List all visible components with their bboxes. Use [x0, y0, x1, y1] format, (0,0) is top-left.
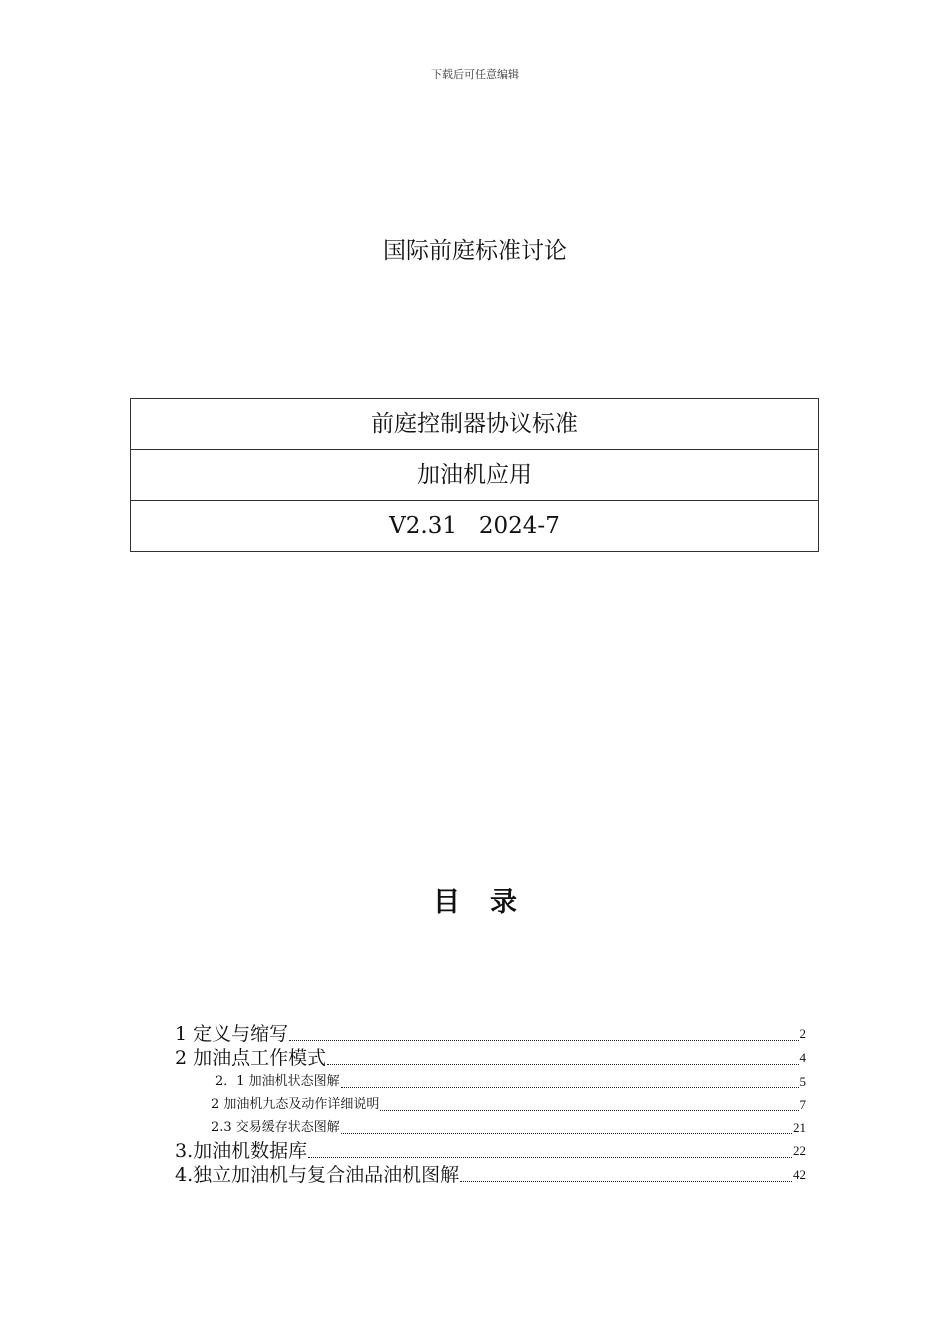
- toc-entry[interactable]: [175, 1163, 806, 1187]
- toc-dot-leader: [327, 1064, 798, 1065]
- title-box-row-standard-name: 前庭控制器协议标准: [131, 399, 818, 450]
- toc-entry-page: 7: [799, 1097, 806, 1112]
- toc-entry-page: 5: [799, 1074, 806, 1089]
- toc-entry-page: 21: [793, 1120, 806, 1135]
- toc-entry-label: 1 定义与缩写: [175, 1023, 289, 1045]
- toc-entry-label: 2 加油点工作模式: [175, 1047, 327, 1069]
- page-header-note: 下载后可任意编辑: [431, 68, 519, 81]
- title-box-row-application: 加油机应用: [131, 450, 818, 501]
- toc-entry[interactable]: [175, 1046, 806, 1070]
- toc-dot-leader: [308, 1157, 792, 1158]
- document-main-title: 国际前庭标准讨论: [383, 238, 567, 264]
- toc-entry-label: 4.独立加油机与复合油品油机图解: [175, 1164, 460, 1186]
- toc-heading-char-1: 目: [433, 887, 460, 918]
- toc-heading-char-2: 录: [490, 887, 517, 918]
- toc-heading: [0, 880, 950, 919]
- toc-entry-page: 2: [799, 1026, 806, 1041]
- toc-entry-page: 42: [793, 1167, 806, 1182]
- toc-dot-leader: [380, 1110, 798, 1111]
- toc-entry[interactable]: [175, 1139, 806, 1163]
- toc-entry-label: 2 加油机九态及动作详细说明: [211, 1097, 380, 1112]
- toc-entry[interactable]: [175, 1070, 806, 1093]
- toc-entry[interactable]: [175, 1022, 806, 1046]
- toc-entry-page: 4: [799, 1050, 806, 1065]
- toc-entry-label: 2．1 加油机状态图解: [215, 1074, 340, 1089]
- toc-entry[interactable]: [175, 1093, 806, 1116]
- toc-entry-page: 22: [793, 1143, 806, 1158]
- title-box-row-version: V2.31 2024-7: [389, 513, 560, 539]
- toc-dot-leader: [341, 1133, 792, 1134]
- toc-entry-label: 3.加油机数据库: [175, 1140, 308, 1162]
- toc-dot-leader: [341, 1087, 799, 1088]
- toc-dot-leader: [289, 1040, 798, 1041]
- table-of-contents: [175, 1022, 806, 1187]
- toc-entry[interactable]: [175, 1116, 806, 1139]
- toc-dot-leader: [460, 1181, 792, 1182]
- title-box: [130, 398, 819, 552]
- toc-entry-label: 2.3 交易缓存状态图解: [211, 1120, 340, 1135]
